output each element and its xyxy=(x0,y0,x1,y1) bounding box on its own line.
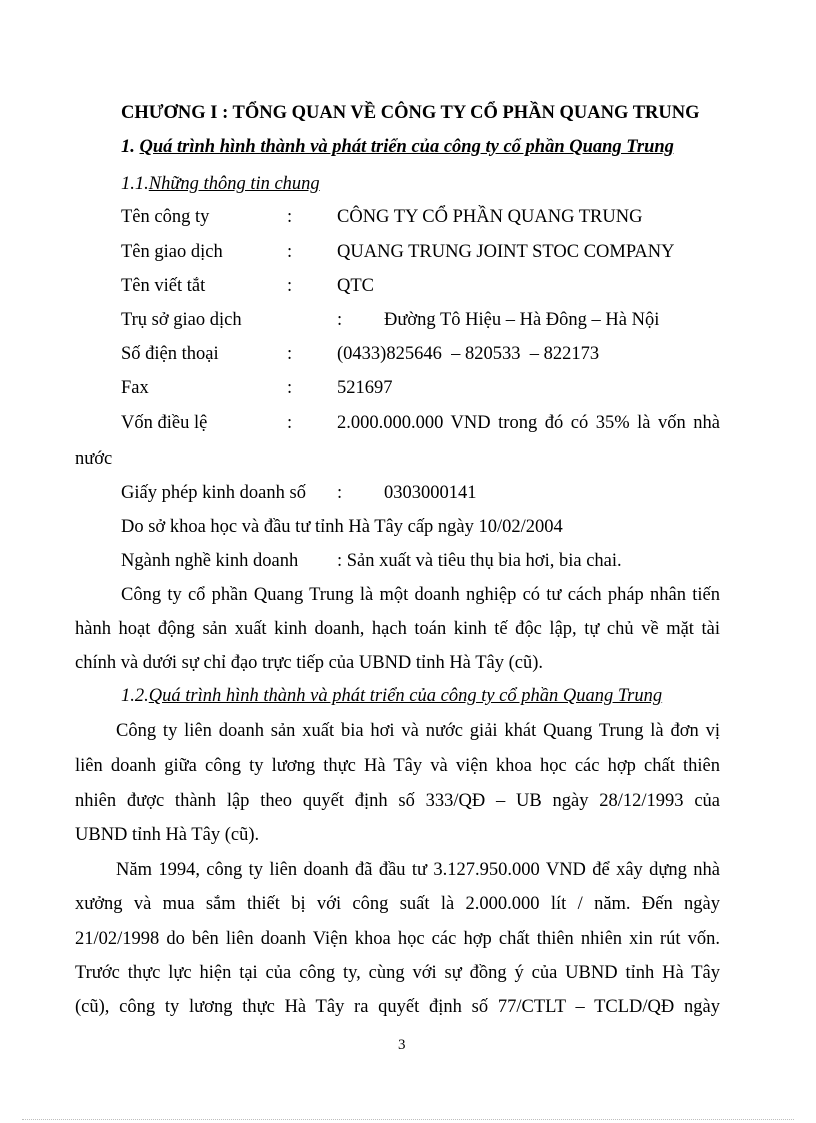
page-bottom-divider xyxy=(22,1119,794,1120)
info-colon: : xyxy=(337,310,343,330)
section-1-title: Quá trình hình thành và phát triển của công ty cổ phần Quang Trung xyxy=(139,137,674,157)
paragraph-2-line: Trước thực lực hiện tại của công ty, cùng với sự đồng ý của UBND tỉnh Hà Tây xyxy=(75,963,720,983)
info-colon: : xyxy=(287,413,293,433)
intro-line: chính và dưới sự chỉ đạo trực tiếp của UBND tỉnh Hà Tây (cũ). xyxy=(75,653,543,673)
info-label: Tên công ty xyxy=(121,207,210,227)
section-1-heading xyxy=(121,137,674,158)
info-value: 521697 xyxy=(337,378,393,398)
section-1-2-title: Quá trình hình thành và phát triển của công ty cổ phần Quang Trung xyxy=(148,686,663,706)
section-1-number: 1. xyxy=(121,137,135,157)
paragraph-1-line: UBND tỉnh Hà Tây (cũ). xyxy=(75,825,260,845)
info-label: Trụ sở giao dịch xyxy=(121,310,242,330)
paragraph-2-line: (cũ), công ty lương thực Hà Tây ra quyết định số 77/CTLT – TCLD/QĐ ngày xyxy=(75,997,720,1017)
business-line-value: : Sản xuất và tiêu thụ bia hơi, bia chai. xyxy=(337,551,622,571)
info-value-continuation: nước xyxy=(75,449,113,469)
section-1-2-number: 1.2. xyxy=(121,686,149,706)
info-label: Giấy phép kinh doanh số xyxy=(121,483,306,503)
page-number: 3 xyxy=(398,1037,406,1053)
section-1-1-heading xyxy=(121,174,320,195)
info-label: Số điện thoại xyxy=(121,344,219,364)
info-value: QUANG TRUNG JOINT STOC COMPANY xyxy=(337,242,675,262)
paragraph-2-line: xưởng và mua sắm thiết bị với công suất là 2.000.000 lít / năm. Đến ngày xyxy=(75,894,720,914)
section-1-1-number: 1.1. xyxy=(121,174,149,194)
chapter-title: CHƯƠNG I : TỔNG QUAN VỀ CÔNG TY CỔ PHẦN QUANG TRUNG xyxy=(121,103,700,123)
info-colon: : xyxy=(287,344,293,364)
info-value: (0433)825646 – 820533 – 822173 xyxy=(337,344,600,364)
paragraph-1-line: nhiên được thành lập theo quyết định số 333/QĐ – UB ngày 28/12/1993 của xyxy=(75,791,720,811)
paragraph-2-line: Năm 1994, công ty liên doanh đã đầu tư 3.127.950.000 VND để xây dựng nhà xyxy=(116,860,720,880)
info-label: Tên giao dịch xyxy=(121,242,223,262)
intro-line: hành hoạt động sản xuất kinh doanh, hạch toán kinh tế độc lập, tự chủ về mặt tài xyxy=(75,619,720,639)
paragraph-1-line: Công ty liên doanh sản xuất bia hơi và nước giải khát Quang Trung là đơn vị xyxy=(116,721,720,741)
intro-line: Công ty cổ phần Quang Trung là một doanh nghiệp có tư cách pháp nhân tiến xyxy=(121,585,720,605)
paragraph-2-line: 21/02/1998 do bên liên doanh Viện khoa học các hợp chất thiên nhiên xin rút vốn. xyxy=(75,929,720,949)
info-label: Tên viết tắt xyxy=(121,276,206,296)
info-colon: : xyxy=(287,276,293,296)
section-1-1-title: Những thông tin chung xyxy=(148,174,320,194)
info-label: Fax xyxy=(121,378,149,398)
info-value: CÔNG TY CỔ PHẦN QUANG TRUNG xyxy=(337,207,643,227)
issued-by-line: Do sở khoa học và đầu tư tỉnh Hà Tây cấp ngày 10/02/2004 xyxy=(121,517,563,537)
info-value: Đường Tô Hiệu – Hà Đông – Hà Nội xyxy=(384,310,660,330)
info-colon: : xyxy=(287,378,293,398)
info-colon: : xyxy=(287,242,293,262)
section-1-2-heading xyxy=(121,686,662,707)
info-value: 0303000141 xyxy=(384,483,477,503)
info-value: QTC xyxy=(337,276,374,296)
info-value: 2.000.000.000 VND trong đó có 35% là vốn nhà xyxy=(337,413,720,433)
paragraph-1-line: liên doanh giữa công ty lương thực Hà Tây và viện khoa học các hợp chất thiên xyxy=(75,756,720,776)
business-line-label: Ngành nghề kinh doanh xyxy=(121,551,299,571)
info-label: Vốn điều lệ xyxy=(121,413,208,433)
info-colon: : xyxy=(337,483,343,503)
info-colon: : xyxy=(287,207,293,227)
